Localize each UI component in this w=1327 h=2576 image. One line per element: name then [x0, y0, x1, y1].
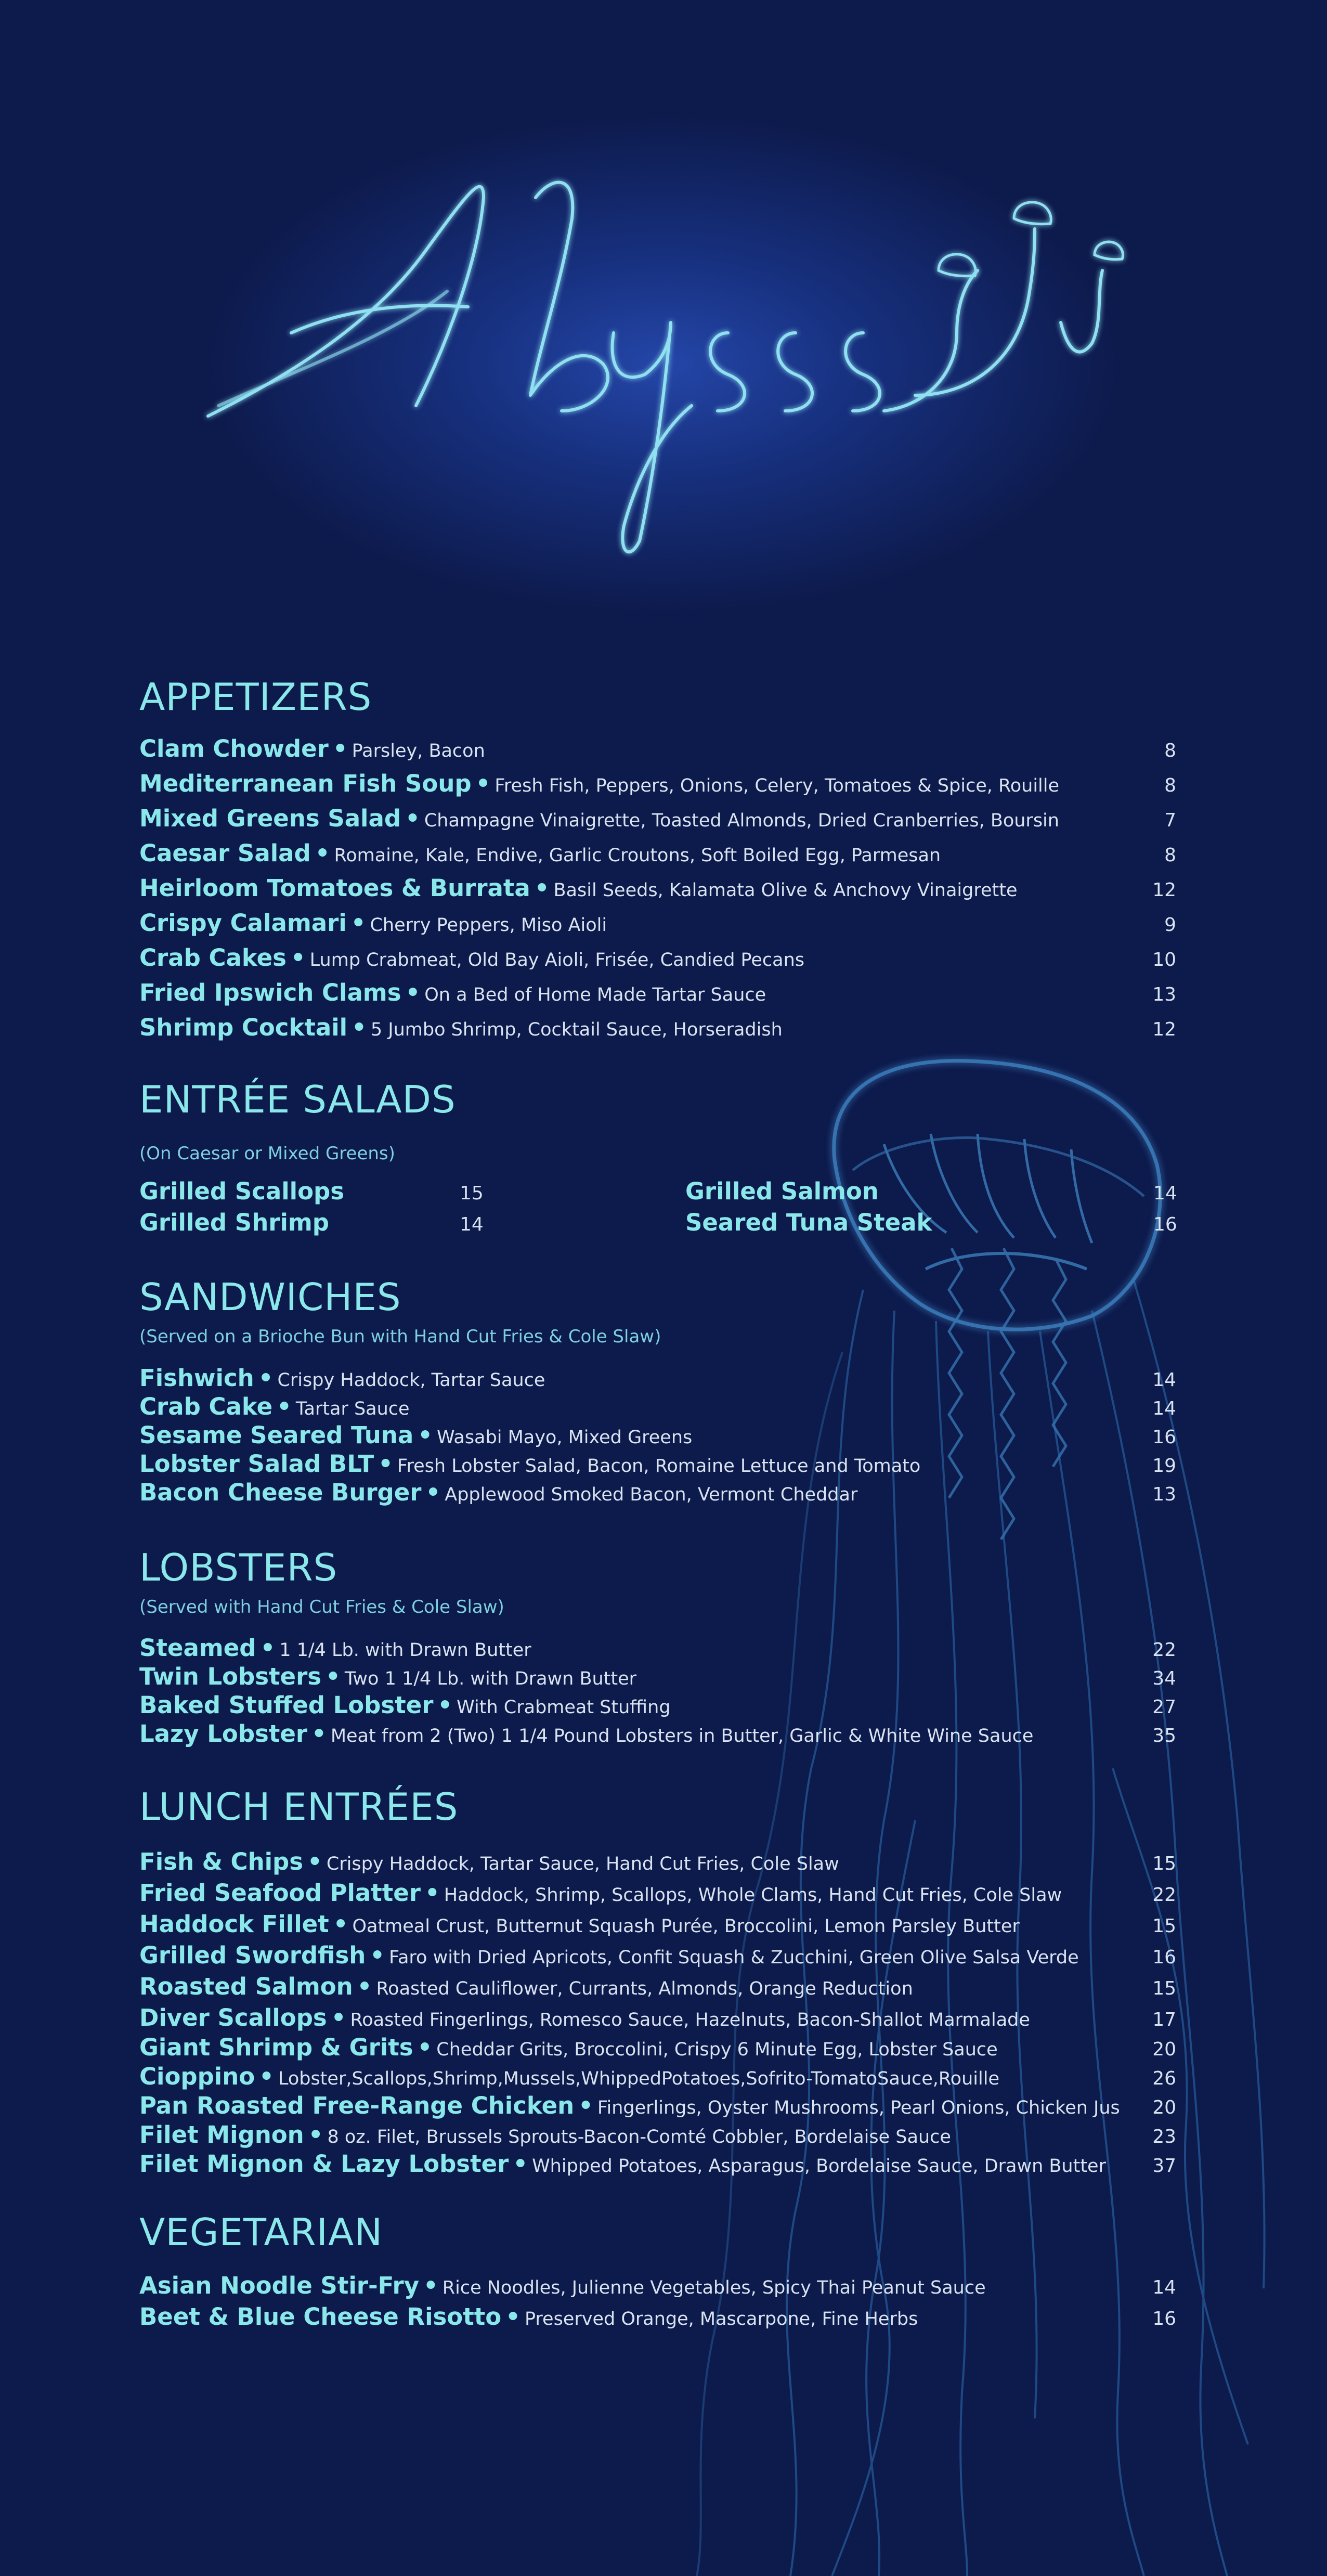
bullet: • — [290, 944, 306, 972]
menu-item — [139, 768, 1176, 797]
item-price: 16 — [1152, 2308, 1176, 2329]
item-description: Parsley, Bacon — [352, 741, 485, 761]
bullet: • — [418, 1421, 433, 1449]
item-price: 8 — [1164, 740, 1176, 761]
item-name: Bacon Cheese Burger — [139, 1479, 422, 1506]
item-description: Fingerlings, Oyster Mushrooms, Pearl Onions, Chicken Jus — [597, 2098, 1120, 2118]
bullet: • — [505, 2303, 521, 2331]
item-price: 34 — [1152, 1668, 1176, 1689]
item-description: Preserved Orange, Mascarpone, Fine Herbs — [524, 2309, 918, 2329]
item-description: 5 Jumbo Shrimp, Cocktail Sauce, Horseradish — [370, 1019, 783, 1040]
menu-item — [139, 2119, 1176, 2148]
bullet: • — [378, 1450, 393, 1478]
item-description: On a Bed of Home Made Tartar Sauce — [424, 985, 766, 1005]
item-name: Heirloom Tomatoes & Burrata — [139, 874, 530, 902]
item-description: 1 1/4 Lb. with Drawn Butter — [279, 1640, 531, 1661]
item-price: 15 — [1152, 1978, 1176, 1999]
bullet: • — [259, 2063, 274, 2090]
menu-item — [139, 977, 1176, 1006]
menu-item — [139, 2090, 1176, 2119]
item-description: Basil Seeds, Kalamata Olive & Anchovy Vinaigrette — [553, 880, 1018, 901]
item-description: Rice Noodles, Julienne Vegetables, Spicy Thai Peanut Sauce — [442, 2277, 986, 2298]
item-description: Roasted Cauliflower, Currants, Almonds, Orange Reduction — [376, 1978, 913, 1999]
salad-item-name: Seared Tuna Steak — [685, 1209, 932, 1236]
lobsters-note: (Served with Hand Cut Fries & Cole Slaw) — [139, 1597, 504, 1617]
item-price: 13 — [1152, 984, 1176, 1005]
menu-item — [139, 1661, 1176, 1690]
bullet: • — [534, 874, 550, 902]
bullet: • — [423, 2272, 438, 2299]
item-name: Crab Cake — [139, 1393, 273, 1420]
menu-item — [139, 1477, 1176, 1506]
item-price: 20 — [1152, 2039, 1176, 2060]
item-description: Wasabi Mayo, Mixed Greens — [437, 1427, 693, 1448]
menu-item — [139, 1878, 1176, 1907]
menu-item — [139, 2301, 1176, 2331]
bullet: • — [260, 1634, 276, 1662]
bullet: • — [326, 1663, 341, 1690]
item-description: Roasted Fingerlings, Romesco Sauce, Hazelnuts, Bacon-Shallot Marmalade — [350, 2010, 1030, 2030]
item-price: 15 — [1152, 1853, 1176, 1874]
item-name: Lobster Salad BLT — [139, 1450, 374, 1478]
bullet: • — [437, 1691, 453, 1719]
bullet: • — [315, 839, 330, 867]
salad-item-name: Grilled Salmon — [685, 1177, 879, 1205]
salad-item-name: Grilled Shrimp — [139, 1209, 329, 1236]
item-description: Champagne Vinaigrette, Toasted Almonds, Dried Cranberries, Boursin — [424, 810, 1059, 831]
item-name: Clam Chowder — [139, 735, 329, 762]
item-name: Twin Lobsters — [139, 1663, 322, 1690]
item-description: Faro with Dried Apricots, Confit Squash & Zucchini, Green Olive Salsa Verde — [389, 1947, 1079, 1968]
item-name: Haddock Fillet — [139, 1910, 329, 1938]
item-name: Steamed — [139, 1634, 256, 1662]
item-description: Lobster,Scallops,Shrimp,Mussels,WhippedPotatoes,Sofrito-TomatoSauce,Rouille — [278, 2068, 999, 2089]
entree-salads-title: ENTRÉE SALADS — [139, 1078, 456, 1121]
item-name: Lazy Lobster — [139, 1720, 308, 1747]
item-price: 22 — [1152, 1639, 1176, 1661]
item-name: Asian Noodle Stir-Fry — [139, 2272, 420, 2299]
bullet: • — [352, 1014, 367, 1041]
bullet: • — [308, 2121, 323, 2148]
bullet: • — [258, 1364, 274, 1392]
item-description: Haddock, Shrimp, Scallops, Whole Clams, Hand Cut Fries, Cole Slaw — [444, 1885, 1062, 1906]
menu-item — [139, 733, 1176, 762]
item-price: 8 — [1164, 845, 1176, 866]
item-price: 8 — [1164, 775, 1176, 796]
item-description: Tartar Sauce — [295, 1399, 410, 1419]
bullet: • — [513, 2150, 528, 2178]
item-description: 8 oz. Filet, Brussels Sprouts-Bacon-Comté Cobbler, Bordelaise Sauce — [327, 2127, 951, 2147]
item-price: 19 — [1152, 1455, 1176, 1477]
item-price: 14 — [1152, 1398, 1176, 1419]
lobsters-title: LOBSTERS — [139, 1546, 338, 1589]
sandwiches-title: SANDWICHES — [139, 1275, 401, 1319]
salad-item-name: Grilled Scallops — [139, 1177, 345, 1205]
item-description: Cheddar Grits, Broccolini, Crispy 6 Minute Egg, Lobster Sauce — [436, 2039, 998, 2060]
menu-item — [139, 1633, 1176, 1662]
salad-item-price: 14 — [460, 1214, 484, 1235]
menu-item — [139, 1940, 1176, 1969]
item-price: 26 — [1152, 2068, 1176, 2089]
bullet: • — [332, 735, 348, 762]
item-description: Lump Crabmeat, Old Bay Aioli, Frisée, Candied Pecans — [309, 950, 805, 970]
item-name: Grilled Swordfish — [139, 1941, 366, 1969]
item-price: 23 — [1152, 2126, 1176, 2147]
logo — [0, 0, 1327, 624]
item-price: 14 — [1152, 2277, 1176, 2298]
salad-item-price: 14 — [1153, 1183, 1177, 1204]
item-name: Fishwich — [139, 1364, 254, 1392]
sandwiches-note: (Served on a Brioche Bun with Hand Cut Fries & Cole Slaw) — [139, 1326, 661, 1347]
item-description: Oatmeal Crust, Butternut Squash Purée, Broccolini, Lemon Parsley Butter — [352, 1916, 1020, 1937]
item-description: With Crabmeat Stuffing — [457, 1697, 671, 1718]
menu-item — [139, 1690, 1176, 1719]
menu-item — [139, 873, 1176, 902]
item-description: Fresh Fish, Peppers, Onions, Celery, Tomatoes & Spice, Rouille — [495, 775, 1060, 796]
appetizers-title: APPETIZERS — [139, 675, 372, 719]
item-price: 35 — [1152, 1725, 1176, 1746]
item-name: Caesar Salad — [139, 839, 311, 867]
salad-item-price: 15 — [460, 1183, 484, 1204]
menu-item — [139, 2032, 1176, 2061]
item-name: Pan Roasted Free-Range Chicken — [139, 2092, 575, 2119]
item-price: 20 — [1152, 2097, 1176, 2118]
menu-item — [139, 1846, 1176, 1875]
vegetarian-title: VEGETARIAN — [139, 2210, 383, 2254]
item-name: Shrimp Cocktail — [139, 1014, 348, 1041]
menu-item — [139, 2270, 1176, 2299]
item-description: Applewood Smoked Bacon, Vermont Cheddar — [445, 1484, 858, 1505]
menu-item — [139, 1971, 1176, 2000]
bullet: • — [357, 1973, 372, 2000]
menu-item — [139, 2061, 1176, 2090]
bullet: • — [475, 770, 491, 797]
lunch-entrees-title: LUNCH ENTRÉES — [139, 1785, 459, 1829]
item-name: Crab Cakes — [139, 944, 287, 972]
item-description: Fresh Lobster Salad, Bacon, Romaine Lettuce and Tomato — [397, 1456, 921, 1477]
bullet: • — [311, 1720, 327, 1747]
bullet: • — [333, 1910, 348, 1938]
item-name: Fish & Chips — [139, 1848, 304, 1875]
entree-salads-note: (On Caesar or Mixed Greens) — [139, 1143, 395, 1164]
item-name: Filet Mignon — [139, 2121, 304, 2148]
menu-item — [139, 1012, 1176, 1041]
menu-item — [139, 803, 1176, 832]
item-name: Baked Stuffed Lobster — [139, 1691, 434, 1719]
item-price: 12 — [1152, 879, 1176, 901]
item-price: 12 — [1152, 1019, 1176, 1040]
salad-item-price: 16 — [1153, 1214, 1177, 1235]
item-price: 37 — [1152, 2155, 1176, 2177]
item-name: Fried Seafood Platter — [139, 1879, 421, 1907]
item-price: 13 — [1152, 1484, 1176, 1505]
item-price: 27 — [1152, 1697, 1176, 1718]
item-description: Crispy Haddock, Tartar Sauce — [277, 1370, 545, 1391]
item-name: Crispy Calamari — [139, 909, 347, 937]
menu-item — [139, 838, 1176, 867]
menu-item — [139, 1448, 1176, 1478]
menu-item — [139, 1391, 1176, 1420]
bullet: • — [425, 1479, 441, 1506]
menu-item — [139, 1718, 1176, 1747]
bullet: • — [331, 2004, 346, 2031]
bullet: • — [405, 805, 420, 832]
item-name: Filet Mignon & Lazy Lobster — [139, 2150, 509, 2178]
item-name: Cioppino — [139, 2063, 255, 2090]
menu-item — [139, 1420, 1176, 1449]
item-price: 10 — [1152, 949, 1176, 970]
item-price: 17 — [1152, 2009, 1176, 2030]
bullet: • — [307, 1848, 322, 1875]
item-price: 7 — [1164, 810, 1176, 831]
item-name: Fried Ipswich Clams — [139, 979, 401, 1006]
bullet: • — [424, 1879, 440, 1907]
bullet: • — [370, 1941, 385, 1969]
menu-item — [139, 2002, 1176, 2031]
item-price: 16 — [1152, 1947, 1176, 1968]
menu-item — [139, 908, 1176, 937]
bullet: • — [405, 979, 421, 1006]
bullet: • — [578, 2092, 593, 2119]
menu-item — [139, 1909, 1176, 1938]
item-description: Meat from 2 (Two) 1 1/4 Pound Lobsters in Butter, Garlic & White Wine Sauce — [330, 1726, 1034, 1746]
item-description: Cherry Peppers, Miso Aioli — [370, 915, 607, 936]
item-price: 9 — [1164, 914, 1176, 936]
bullet: • — [277, 1393, 292, 1420]
bullet: • — [417, 2034, 433, 2061]
item-name: Sesame Seared Tuna — [139, 1421, 414, 1449]
item-name: Mixed Greens Salad — [139, 805, 401, 832]
menu-item — [139, 2148, 1176, 2178]
item-description: Crispy Haddock, Tartar Sauce, Hand Cut Fries, Cole Slaw — [326, 1854, 839, 1874]
menu-item — [139, 1363, 1176, 1392]
item-price: 15 — [1152, 1915, 1176, 1937]
item-name: Diver Scallops — [139, 2004, 327, 2031]
item-price: 22 — [1152, 1884, 1176, 1906]
bullet: • — [350, 909, 366, 937]
item-description: Two 1 1/4 Lb. with Drawn Butter — [344, 1668, 637, 1689]
item-name: Giant Shrimp & Grits — [139, 2034, 413, 2061]
item-price: 14 — [1152, 1369, 1176, 1391]
item-description: Romaine, Kale, Endive, Garlic Croutons, Soft Boiled Egg, Parmesan — [334, 845, 941, 866]
item-name: Beet & Blue Cheese Risotto — [139, 2303, 502, 2331]
item-price: 16 — [1152, 1427, 1176, 1448]
item-name: Roasted Salmon — [139, 1973, 353, 2000]
item-description: Whipped Potatoes, Asparagus, Bordelaise Sauce, Drawn Butter — [532, 2156, 1106, 2177]
item-name: Mediterranean Fish Soup — [139, 770, 472, 797]
menu-item — [139, 942, 1176, 972]
